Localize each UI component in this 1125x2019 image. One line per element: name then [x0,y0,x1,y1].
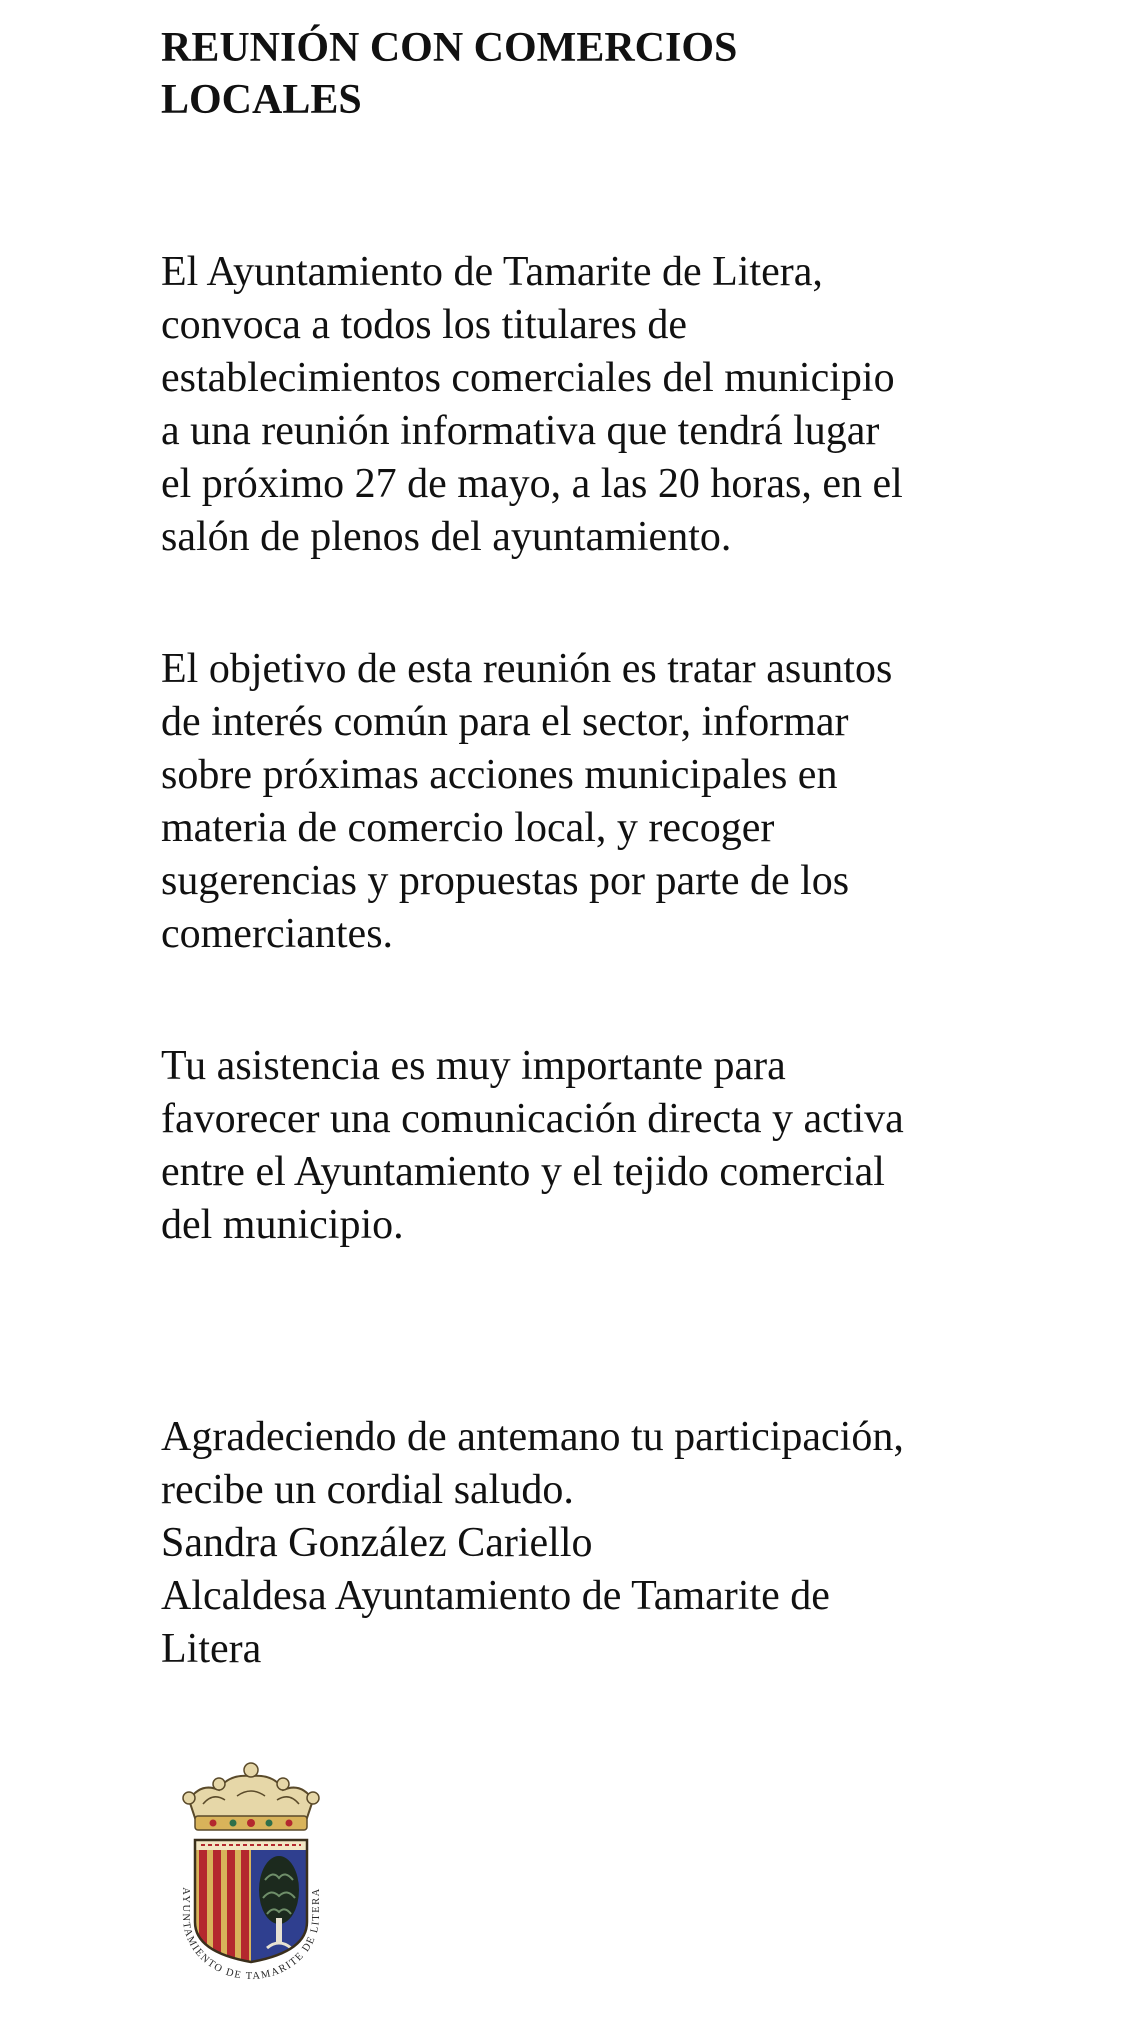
text-line: del municipio. [161,1202,404,1248]
text-line: sobre próximas acciones municipales en [161,752,838,798]
signer-name: Sandra González Cariello [161,1520,593,1566]
closing-line: recibe un cordial saludo. [161,1467,574,1513]
text-line: El objetivo de esta reunión es tratar asuntos [161,646,893,692]
title-line: REUNIÓN CON COMERCIOS [161,25,738,71]
text-line: salón de plenos del ayuntamiento. [161,514,732,560]
document-title [161,22,961,126]
text-line: favorecer una comunicación directa y activa [161,1096,904,1142]
text-line: establecimientos comerciales del municipio [161,355,895,401]
text-line: materia de comercio local, y recoger [161,805,775,851]
text-line: sugerencias y propuestas por parte de los [161,858,850,904]
signer-title: Alcaldesa Ayuntamiento de Tamarite de [161,1573,830,1619]
text-line: Tu asistencia es muy importante para [161,1043,786,1089]
crown-icon [183,1763,319,1830]
text-line: a una reunión informativa que tendrá lugar [161,408,880,454]
text-line: de interés común para el sector, informar [161,699,849,745]
paragraph-invitation [161,246,991,564]
text-line: comerciantes. [161,911,394,957]
closing-line: Agradeciendo de antemano tu participación, [161,1414,904,1460]
signer-title: Litera [161,1626,262,1672]
coat-of-arms-icon [161,1752,341,1984]
closing-signature [161,1411,991,1676]
paragraph-objective [161,643,991,961]
title-line: LOCALES [161,77,362,123]
seal-inscription: AYUNTAMIENTO DE TAMARITE DE LITERA [179,1887,322,1983]
text-line: convoca a todos los titulares de [161,302,688,348]
text-line: entre el Ayuntamiento y el tejido comercial [161,1149,885,1195]
paragraph-attendance [161,1040,991,1252]
text-line: El Ayuntamiento de Tamarite de Litera, [161,249,823,295]
shield-icon [195,1840,307,1970]
text-line: el próximo 27 de mayo, a las 20 horas, en el [161,461,903,507]
